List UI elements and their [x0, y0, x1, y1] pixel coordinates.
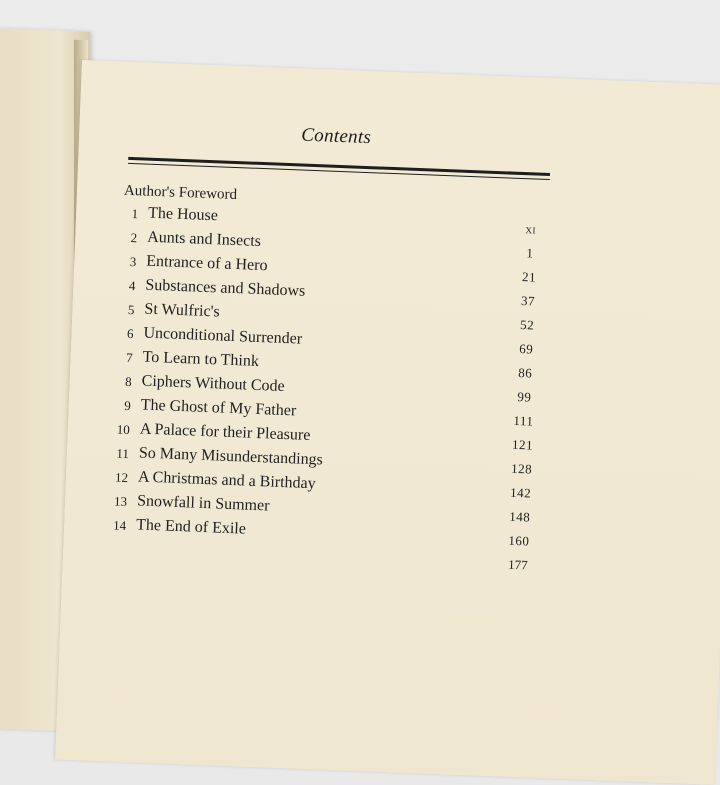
- chapter-number: 4: [128, 277, 136, 294]
- chapter-number: 7: [125, 349, 133, 366]
- chapter-page: 148: [509, 508, 531, 525]
- chapter-number: 10: [116, 421, 131, 438]
- chapter-page: 121: [511, 436, 534, 453]
- chapter-number: 1: [131, 206, 139, 222]
- chapter-title: The House: [147, 204, 219, 225]
- chapter-number: 13: [113, 493, 128, 510]
- chapter-number: 9: [123, 397, 132, 414]
- contents-page: [55, 60, 720, 785]
- chapter-title: So Many Misunderstandings: [138, 444, 324, 469]
- chapter-page: 21: [521, 269, 537, 285]
- page-heading: Contents: [300, 124, 372, 149]
- final-page-number: 177: [507, 556, 528, 573]
- chapter-title: A Christmas and a Birthday: [137, 468, 316, 493]
- chapter-page: 1: [526, 245, 534, 261]
- chapter-title: Aunts and Insects: [146, 228, 262, 250]
- chapter-page: 99: [517, 388, 532, 405]
- chapter-number: 5: [127, 301, 135, 318]
- chapter-page: 37: [520, 293, 536, 309]
- chapter-page: 160: [508, 532, 530, 549]
- chapter-page: 111: [513, 412, 534, 429]
- chapter-page: 142: [509, 484, 532, 501]
- chapter-title: St Wulfric's: [144, 300, 221, 321]
- chapter-page: 52: [519, 317, 535, 333]
- chapter-title: The Ghost of My Father: [140, 396, 297, 420]
- toc-foreword: Author's Foreword: [123, 182, 238, 204]
- chapter-title: Snowfall in Summer: [136, 492, 270, 515]
- chapter-title: Ciphers Without Code: [141, 372, 286, 396]
- heading-rule-thick: [128, 157, 550, 176]
- chapter-title: Unconditional Surrender: [143, 324, 303, 348]
- chapter-page: 69: [518, 341, 534, 357]
- chapter-page: xi: [525, 221, 537, 237]
- chapter-page: 86: [518, 364, 533, 381]
- chapter-number: 8: [124, 373, 132, 390]
- chapter-number: 11: [116, 445, 130, 462]
- chapter-page: 128: [510, 460, 533, 477]
- page-content: [55, 60, 720, 785]
- chapter-title: Substances and Shadows: [145, 276, 306, 300]
- chapter-number: 3: [129, 253, 137, 270]
- chapter-title: To Learn to Think: [142, 348, 260, 371]
- chapter-number: 6: [126, 325, 134, 342]
- chapter-title: The End of Exile: [135, 516, 247, 538]
- chapter-number: 14: [112, 517, 127, 534]
- chapter-number: 2: [130, 230, 138, 246]
- chapter-title: Entrance of a Hero: [146, 252, 268, 275]
- chapter-number: 12: [114, 469, 129, 486]
- chapter-title: A Palace for their Pleasure: [139, 420, 311, 445]
